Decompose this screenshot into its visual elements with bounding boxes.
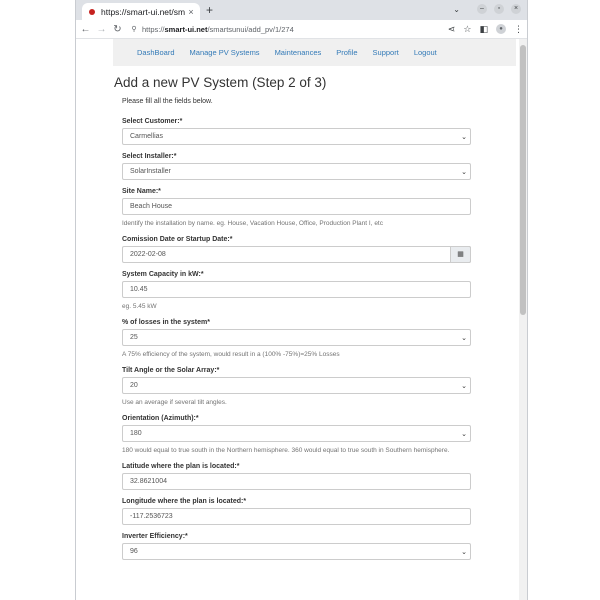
side-panel-icon[interactable]: ◧ xyxy=(479,23,488,34)
page-viewport xyxy=(76,39,519,600)
field-help-text: Identify the installation by name. eg. House, Vacation House, Office, Production Plant I, etc xyxy=(122,220,383,227)
field-label: Site Name:* xyxy=(122,188,161,195)
field-label: Tilt Angle or the Solar Array:* xyxy=(122,367,220,374)
nav-logout[interactable]: Logout xyxy=(413,48,437,57)
field-label: Select Installer:* xyxy=(122,153,177,160)
select-of-losses-in-the-system[interactable] xyxy=(122,329,471,346)
browser-tab[interactable] xyxy=(82,3,200,20)
field-help-text: Use an average if several tilt angles. xyxy=(122,399,227,406)
field-label: % of losses in the system* xyxy=(122,319,210,326)
field-value: 20 xyxy=(130,382,138,389)
form-group-select-installer xyxy=(122,153,471,180)
form-group-site-name xyxy=(122,188,471,228)
minimize-icon[interactable]: – xyxy=(477,4,487,14)
chevron-down-icon: ⌄ xyxy=(461,133,467,141)
nav-support[interactable]: Support xyxy=(372,48,399,57)
chevron-down-icon: ⌄ xyxy=(461,382,467,390)
field-help-text: 180 would equal to true south in the Northern hemisphere. 360 would equal to true south in Southern hemisphere. xyxy=(122,447,450,454)
field-value: 96 xyxy=(130,548,138,555)
url-path: /smartsunui/add_pv/1/274 xyxy=(207,24,294,34)
field-value: 25 xyxy=(130,334,138,341)
select-select-installer[interactable] xyxy=(122,163,471,180)
select-inverter-efficiency[interactable] xyxy=(122,543,471,560)
tab-title: https://smart-ui.net/sm xyxy=(101,6,185,17)
form-container xyxy=(114,69,474,568)
form-group-comission-date-or-startup-date xyxy=(122,236,471,263)
form-group-tilt-angle-or-the-solar-array xyxy=(122,367,471,407)
calendar-icon[interactable]: ▦ xyxy=(450,246,471,263)
window-controls xyxy=(453,4,521,14)
page-title: Add a new PV System (Step 2 of 3) xyxy=(114,75,327,90)
field-help-text: eg. 5.45 kW xyxy=(122,303,157,310)
form-group-system-capacity-in-kw xyxy=(122,271,471,311)
close-tab-icon[interactable]: × xyxy=(188,6,194,17)
field-help-text: A 75% efficiency of the system, would result in a (100% -75%)=25% Losses xyxy=(122,351,340,358)
field-value: Beach House xyxy=(130,203,173,210)
select-select-customer[interactable] xyxy=(122,128,471,145)
page-scrollbar[interactable] xyxy=(519,39,527,600)
scrollbar-thumb[interactable] xyxy=(520,45,526,315)
select-tilt-angle-or-the-solar-array[interactable] xyxy=(122,377,471,394)
select-orientation-azimuth[interactable] xyxy=(122,425,471,442)
field-label: Inverter Efficiency:* xyxy=(122,533,188,540)
profile-avatar-icon[interactable]: ● xyxy=(496,24,506,34)
share-icon[interactable]: ⋖ xyxy=(447,23,456,34)
field-label: Longitude where the plan is located:* xyxy=(122,498,247,505)
nav-dashboard[interactable]: DashBoard xyxy=(137,48,175,57)
nav-maintenances[interactable]: Maintenances xyxy=(274,48,322,57)
reload-icon[interactable]: ↻ xyxy=(113,23,122,35)
field-label: Latitude where the plan is located:* xyxy=(122,463,240,470)
field-value: 32.8621004 xyxy=(130,478,167,485)
nav-profile[interactable]: Profile xyxy=(336,48,358,57)
new-tab-icon[interactable]: + xyxy=(206,3,214,17)
form-group-longitude-where-the-plan-is-located xyxy=(122,498,471,525)
field-label: Select Customer:* xyxy=(122,118,183,125)
form-intro: Please fill all the fields below. xyxy=(122,98,213,105)
tab-search-chevron-icon[interactable]: ⌄ xyxy=(453,4,460,14)
chevron-down-icon: ⌄ xyxy=(461,548,467,556)
url-prefix: https:// xyxy=(142,24,165,34)
field-value: 2022-02-08 xyxy=(130,251,166,258)
input-system-capacity-in-kw[interactable] xyxy=(122,281,471,298)
date-input-comission-date-or-startup-date[interactable] xyxy=(122,246,471,263)
chevron-down-icon: ⌄ xyxy=(461,430,467,438)
field-value: Carmellias xyxy=(130,133,164,140)
field-label: Orientation (Azimuth):* xyxy=(122,415,199,422)
form-group-select-customer xyxy=(122,118,471,145)
input-site-name[interactable] xyxy=(122,198,471,215)
tab-strip xyxy=(76,0,527,20)
field-value: 10.45 xyxy=(130,286,148,293)
form-fields xyxy=(114,118,474,560)
browser-toolbar xyxy=(76,20,527,39)
nav-manage-pv-systems[interactable]: Manage PV Systems xyxy=(189,48,260,57)
field-value: 180 xyxy=(130,430,142,437)
field-label: Comission Date or Startup Date:* xyxy=(122,236,233,243)
close-window-icon[interactable]: × xyxy=(511,4,521,14)
site-nav xyxy=(113,39,516,66)
address-bar[interactable] xyxy=(130,22,440,36)
chevron-down-icon: ⌄ xyxy=(461,334,467,342)
bookmark-star-icon[interactable]: ☆ xyxy=(463,23,472,34)
favicon-icon xyxy=(89,9,95,15)
form-group-latitude-where-the-plan-is-located xyxy=(122,463,471,490)
field-label: System Capacity in kW:* xyxy=(122,271,204,278)
chevron-down-icon: ⌄ xyxy=(461,168,467,176)
form-group-orientation-azimuth xyxy=(122,415,471,455)
back-icon[interactable]: ← xyxy=(80,23,91,35)
field-value: SolarInstaller xyxy=(130,168,171,175)
url-host: smart-ui.net xyxy=(164,24,208,34)
input-latitude-where-the-plan-is-located[interactable] xyxy=(122,473,471,490)
site-info-icon[interactable]: ⚲ xyxy=(131,26,137,33)
field-value: -117.2536723 xyxy=(130,513,173,520)
forward-icon[interactable]: → xyxy=(96,23,107,35)
menu-kebab-icon[interactable]: ⋮ xyxy=(514,23,523,34)
browser-window xyxy=(75,0,528,600)
form-group-of-losses-in-the-system xyxy=(122,319,471,359)
maximize-icon[interactable]: ▫ xyxy=(494,4,504,14)
input-longitude-where-the-plan-is-located[interactable] xyxy=(122,508,471,525)
form-group-inverter-efficiency xyxy=(122,533,471,560)
